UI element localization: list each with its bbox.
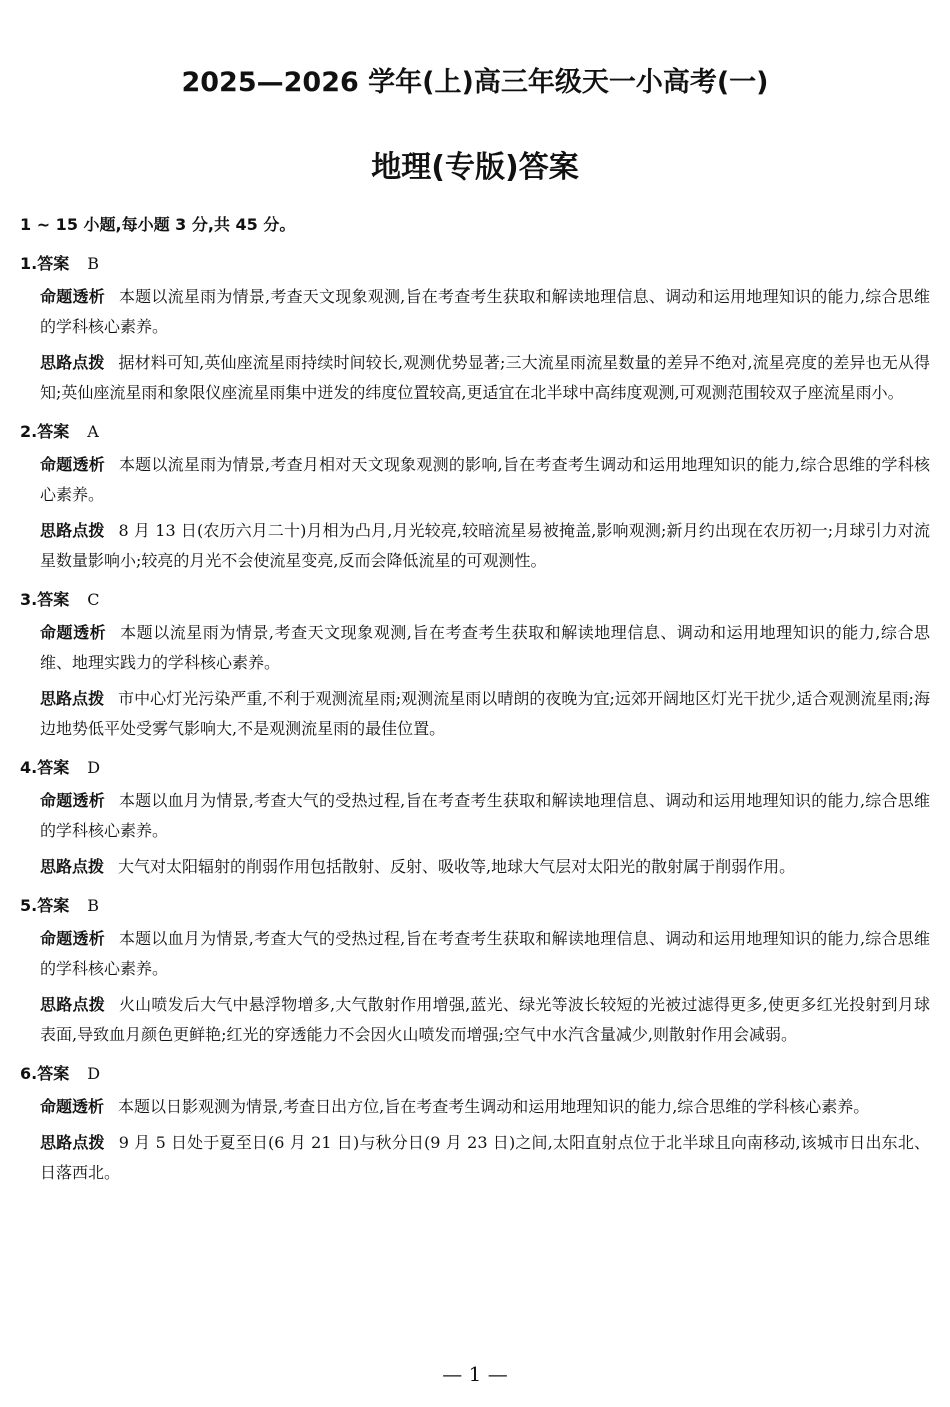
question-number: 5. xyxy=(20,896,38,915)
question-block xyxy=(20,414,930,576)
question-number: 4. xyxy=(20,758,38,777)
question-block xyxy=(20,750,930,882)
answer-value: A xyxy=(87,422,99,441)
question-answer-line xyxy=(20,582,930,618)
document-subtitle: 地理(专版)答案 xyxy=(371,150,579,185)
question-number: 6. xyxy=(20,1064,38,1083)
scoring-intro: 1 ~ 15 小题,每小题 3 分,共 45 分。 xyxy=(20,215,296,234)
hint-label: 思路点拨 xyxy=(40,1133,105,1152)
page-number: — 1 — xyxy=(442,1362,508,1386)
analysis-text: 本题以流星雨为情景,考查天文现象观测,旨在考查考生获取和解读地理信息、调动和运用地理知识的能力,综合思维的学科核心素养。 xyxy=(40,287,930,336)
analysis-text: 本题以流星雨为情景,考查天文现象观测,旨在考查考生获取和解读地理信息、调动和运用地理知识的能力,综合思维、地理实践力的学科核心素养。 xyxy=(40,623,930,672)
question-answer-line xyxy=(20,1056,930,1092)
hint-label: 思路点拨 xyxy=(40,857,105,876)
answer-label: 答案 xyxy=(37,422,70,441)
hint-paragraph xyxy=(20,852,930,882)
hint-label: 思路点拨 xyxy=(40,995,105,1014)
hint-text: 9 月 5 日处于夏至日(6 月 21 日)与秋分日(9 月 23 日)之间,太阳直射点位于北半球且向南移动,该城市日出东北、日落西北。 xyxy=(40,1133,930,1182)
hint-label: 思路点拨 xyxy=(40,689,105,708)
answer-label: 答案 xyxy=(37,758,70,777)
question-number: 1. xyxy=(20,254,38,273)
analysis-paragraph xyxy=(20,618,930,678)
analysis-label: 命题透析 xyxy=(40,455,105,474)
answer-content xyxy=(20,210,930,1194)
analysis-paragraph xyxy=(20,1092,930,1122)
answer-value: D xyxy=(87,758,101,777)
hint-paragraph xyxy=(20,1128,930,1188)
answer-label: 答案 xyxy=(37,1064,70,1083)
analysis-label: 命题透析 xyxy=(40,623,107,642)
document-title: 2025—2026 学年(上)高三年级天一小高考(一) xyxy=(181,67,769,98)
hint-text: 8 月 13 日(农历六月二十)月相为凸月,月光较亮,较暗流星易被掩盖,影响观测;新月约出现在农历初一;月球引力对流星数量影响小;较亮的月光不会使流星变亮,反而会降低流星的可观测性。 xyxy=(40,521,930,570)
answer-value: B xyxy=(87,254,99,273)
hint-paragraph xyxy=(20,348,930,408)
hint-text: 据材料可知,英仙座流星雨持续时间较长,观测优势显著;三大流星雨流星数量的差异不绝对,流星亮度的差异也无从得知;英仙座流星雨和象限仪座流星雨集中迸发的纬度位置较高,更适宜在北半球中高纬度观测,可观测范围较双子座流星雨小。 xyxy=(40,353,930,402)
analysis-label: 命题透析 xyxy=(40,1097,105,1116)
answer-value: B xyxy=(87,896,99,915)
analysis-paragraph xyxy=(20,282,930,342)
hint-label: 思路点拨 xyxy=(40,521,105,540)
question-answer-line xyxy=(20,414,930,450)
answer-value: C xyxy=(87,590,100,609)
analysis-text: 本题以血月为情景,考查大气的受热过程,旨在考查考生获取和解读地理信息、调动和运用地理知识的能力,综合思维的学科核心素养。 xyxy=(40,791,930,840)
hint-text: 市中心灯光污染严重,不利于观测流星雨;观测流星雨以晴朗的夜晚为宜;远郊开阔地区灯光干扰少,适合观测流星雨;海边地势低平处受雾气影响大,不是观测流星雨的最佳位置。 xyxy=(40,689,930,738)
hint-label: 思路点拨 xyxy=(40,353,105,372)
question-block xyxy=(20,888,930,1050)
question-answer-line xyxy=(20,750,930,786)
question-answer-line xyxy=(20,888,930,924)
question-list xyxy=(20,246,930,1188)
analysis-label: 命题透析 xyxy=(40,929,105,948)
hint-paragraph xyxy=(20,516,930,576)
question-block xyxy=(20,246,930,408)
analysis-label: 命题透析 xyxy=(40,791,105,810)
analysis-paragraph xyxy=(20,924,930,984)
hint-text: 大气对太阳辐射的削弱作用包括散射、反射、吸收等,地球大气层对太阳光的散射属于削弱作用。 xyxy=(118,857,796,876)
answer-value: D xyxy=(87,1064,101,1083)
question-block xyxy=(20,1056,930,1188)
analysis-text: 本题以血月为情景,考查大气的受热过程,旨在考查考生获取和解读地理信息、调动和运用地理知识的能力,综合思维的学科核心素养。 xyxy=(40,929,930,978)
question-number: 2. xyxy=(20,422,38,441)
question-block xyxy=(20,582,930,744)
hint-text: 火山喷发后大气中悬浮物增多,大气散射作用增强,蓝光、绿光等波长较短的光被过滤得更多,使更多红光投射到月球表面,导致血月颜色更鲜艳;红光的穿透能力不会因火山喷发而增强;空气中水汽含量减少,则散射作用会减弱。 xyxy=(40,995,930,1044)
hint-paragraph xyxy=(20,990,930,1050)
analysis-paragraph xyxy=(20,450,930,510)
question-number: 3. xyxy=(20,590,38,609)
hint-paragraph xyxy=(20,684,930,744)
analysis-label: 命题透析 xyxy=(40,287,105,306)
analysis-paragraph xyxy=(20,786,930,846)
analysis-text: 本题以日影观测为情景,考查日出方位,旨在考查考生调动和运用地理知识的能力,综合思维的学科核心素养。 xyxy=(118,1097,870,1116)
answer-label: 答案 xyxy=(37,590,70,609)
analysis-text: 本题以流星雨为情景,考查月相对天文现象观测的影响,旨在考查考生调动和运用地理知识的能力,综合思维的学科核心素养。 xyxy=(40,455,930,504)
answer-label: 答案 xyxy=(37,896,70,915)
answer-label: 答案 xyxy=(37,254,70,273)
question-answer-line xyxy=(20,246,930,282)
